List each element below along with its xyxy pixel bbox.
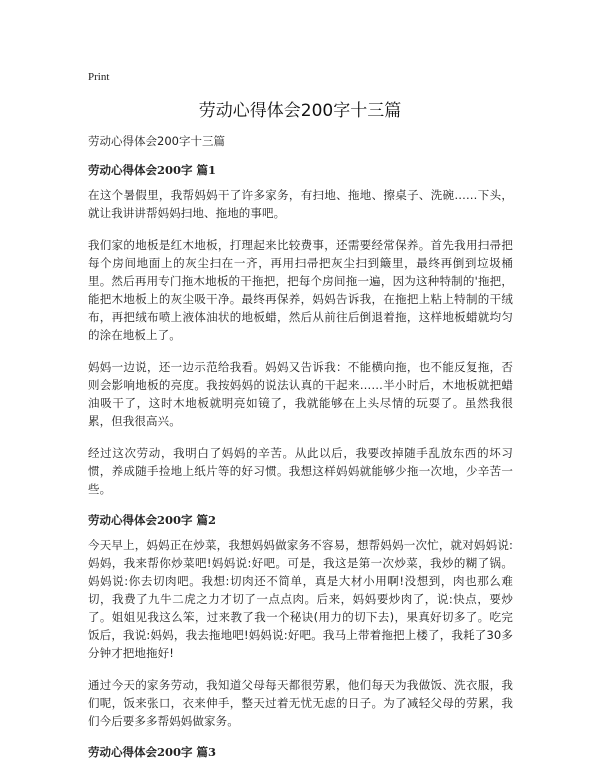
section-heading: 劳动心得体会200字 篇2 — [88, 513, 217, 527]
paragraph: 我们家的地板是红木地板，打理起来比较费事，还需要经常保养。首先我用扫帚把每个房间地面上的灰尘扫在一齐，再用扫帚把灰尘扫到簸里，最终再倒到垃圾桶里。然后再用专门拖木地板的干拖把，把每个房间拖一遍，因为这种特制的'拖把，能把木地板上的灰尘吸干净。最终再保养，妈妈告诉我，在拖把上粘上特制的干绒布，再把绒布喷上液体油状的地板蜡，然后从前往后倒退着拖，这样地板蜡就均匀的涂在地板上了。 — [88, 238, 513, 342]
paragraph: 通过今天的家务劳动，我知道父母每天都很劳累，他们每天为我做饭、洗衣服，我们呢，饭来张口，衣来伸手，整天过着无忧无虑的日子。为了减轻父母的劳累，我们今后要多多帮妈妈做家务。 — [88, 678, 513, 728]
section-3 — [88, 744, 513, 760]
paragraph: 妈妈一边说，还一边示范给我看。妈妈又告诉我：不能横向拖，也不能反复拖，否则会影响地板的亮度。我按妈妈的说法认真的干起来……半小时后，木地板就把蜡油吸干了，这时木地板就明亮如镜了，我就能够在上头尽情的玩耍了。虽然我很累，但我很高兴。 — [88, 360, 513, 428]
print-link[interactable]: Print — [88, 71, 110, 83]
paragraph: 在这个暑假里，我帮妈妈干了许多家务，有扫地、拖地、擦桌子、洗碗……下头，就让我讲讲帮妈妈扫地、拖地的事吧。 — [88, 188, 513, 220]
article-body — [88, 133, 513, 768]
section-1 — [88, 162, 513, 498]
page-title: 劳动心得体会200字十三篇 — [198, 101, 402, 121]
section-heading: 劳动心得体会200字 篇1 — [88, 163, 217, 177]
section-2 — [88, 512, 513, 730]
paragraph: 经过这次劳动，我明白了妈妈的辛苦。从此以后，我要改掉随手乱放东西的坏习惯，养成随手捡地上纸片等的好习惯。我想这样妈妈就能够少拖一次地，少辛苦一些。 — [88, 446, 513, 496]
article-subtitle: 劳动心得体会200字十三篇 — [88, 134, 225, 148]
paragraph: 今天早上，妈妈正在炒菜，我想妈妈做家务不容易，想帮妈妈一次忙，就对妈妈说:妈妈，我来帮你炒菜吧!妈妈说:好吧。可是，我这是第一次炒菜，我炒的糊了锅。妈妈说:你去切肉吧。我想:切肉还不简单，真是大材小用啊!没想到，肉也那么难切，我费了九牛二虎之力才切了一点点肉。后来，妈妈要炒肉了，说:快点，要炒了。姐姐见我这么笨，过来教了我一个秘诀(用力的切下去)，果真好切多了。吃完饭后，我说:妈妈，我去拖地吧!妈妈说:好吧。我马上带着拖把上楼了，我耗了30多分钟才把地拖好! — [88, 538, 513, 660]
section-heading: 劳动心得体会200字 篇3 — [88, 745, 217, 759]
